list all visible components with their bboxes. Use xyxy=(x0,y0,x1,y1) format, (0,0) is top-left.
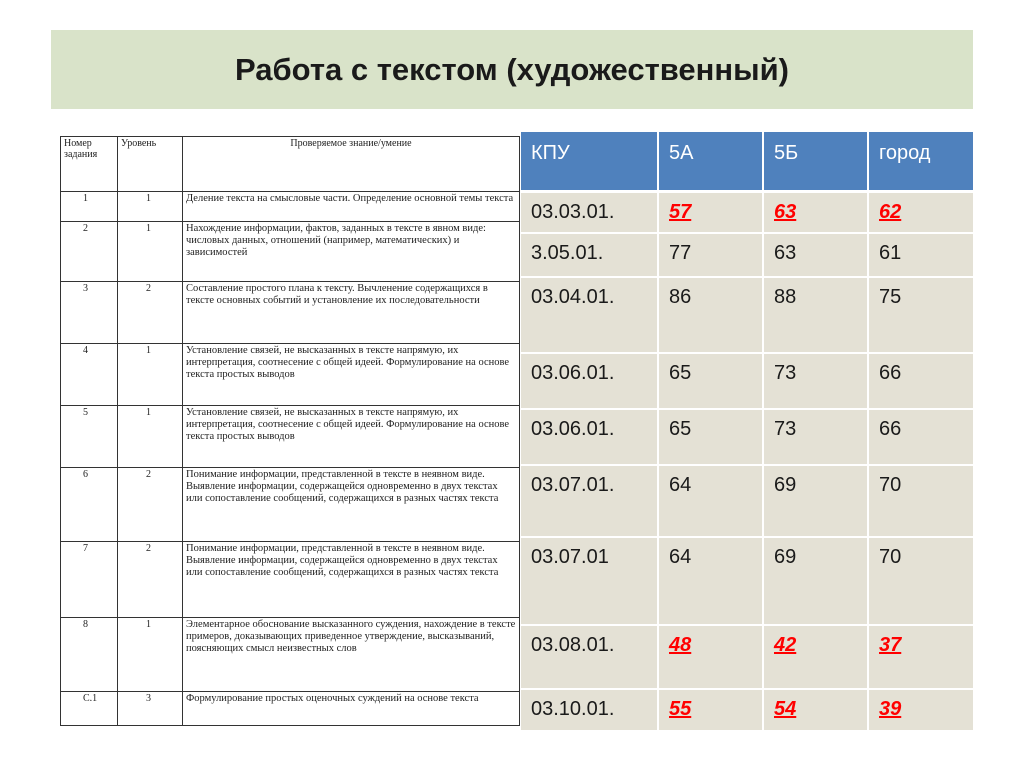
skills-table xyxy=(60,136,520,726)
class-5b-cell: 69 xyxy=(764,466,869,538)
task-number: 8 xyxy=(61,618,118,692)
kpu-cell: 03.03.01. xyxy=(521,193,659,234)
task-number: 7 xyxy=(61,542,118,618)
class-5b-cell: 73 xyxy=(764,354,869,410)
class-5a-cell: 65 xyxy=(659,354,764,410)
table-row xyxy=(61,618,520,692)
city-cell: 66 xyxy=(869,410,973,466)
table-row xyxy=(521,410,973,466)
class-5b-cell: 69 xyxy=(764,538,869,626)
kpu-cell: 03.08.01. xyxy=(521,626,659,690)
table-row xyxy=(521,466,973,538)
class-5a-cell: 64 xyxy=(659,538,764,626)
task-level: 2 xyxy=(118,542,183,618)
task-skill: Установление связей, не высказанных в тексте напрямую, их интерпретация, соотнесение с общей идеей. Формулирование на основе текста простых выводов xyxy=(183,406,520,468)
task-skill: Деление текста на смысловые части. Определение основной темы текста xyxy=(183,192,520,222)
city-cell: 39 xyxy=(869,690,973,732)
city-cell: 61 xyxy=(869,234,973,278)
header-kpu: КПУ xyxy=(521,132,659,193)
table-row xyxy=(61,282,520,344)
task-number: С.1 xyxy=(61,692,118,726)
class-5b-cell: 63 xyxy=(764,234,869,278)
task-skill: Установление связей, не высказанных в тексте напрямую, их интерпретация, соотнесение с общей идеей. Формулирование на основе текста простых выводов xyxy=(183,344,520,406)
table-row xyxy=(521,278,973,354)
table-row xyxy=(61,192,520,222)
task-skill: Понимание информации, представленной в тексте в неявном виде. Выявление информации, содержащейся одновременно в двух текстах или сопоставление сообщений, содержащихся в разных частях текста xyxy=(183,468,520,542)
header-5b: 5Б xyxy=(764,132,869,193)
kpu-cell: 03.07.01 xyxy=(521,538,659,626)
header-5a: 5А xyxy=(659,132,764,193)
task-level: 2 xyxy=(118,282,183,344)
header-task-number: Номер задания xyxy=(61,137,118,192)
table-row xyxy=(521,626,973,690)
city-cell: 75 xyxy=(869,278,973,354)
task-skill: Нахождение информации, фактов, заданных в тексте в явном виде: числовых данных, отношений (например, математических) и зависимостей xyxy=(183,222,520,282)
class-5b-cell: 88 xyxy=(764,278,869,354)
table-row xyxy=(61,468,520,542)
task-number: 6 xyxy=(61,468,118,542)
table-row xyxy=(61,344,520,406)
table-row xyxy=(61,692,520,726)
header-city: город xyxy=(869,132,973,193)
class-5a-cell: 77 xyxy=(659,234,764,278)
city-cell: 70 xyxy=(869,466,973,538)
page-title: Работа с текстом (художественный) xyxy=(235,51,789,87)
kpu-cell: 03.10.01. xyxy=(521,690,659,732)
task-skill: Составление простого плана к тексту. Вычленение содержащихся в тексте основных событий и установление их последовательности xyxy=(183,282,520,344)
table-row xyxy=(521,193,973,234)
task-skill: Понимание информации, представленной в тексте в неявном виде. Выявление информации, содержащейся одновременно в двух текстах или сопоставление сообщений, содержащихся в разных частях текста xyxy=(183,542,520,618)
table-row xyxy=(521,690,973,732)
table-row xyxy=(521,234,973,278)
city-cell: 62 xyxy=(869,193,973,234)
class-5a-cell: 55 xyxy=(659,690,764,732)
task-number: 2 xyxy=(61,222,118,282)
class-5a-cell: 48 xyxy=(659,626,764,690)
skills-table-header xyxy=(61,137,520,192)
kpu-cell: 03.07.01. xyxy=(521,466,659,538)
header-level: Уровень xyxy=(118,137,183,192)
class-5a-cell: 86 xyxy=(659,278,764,354)
kpu-cell: 03.06.01. xyxy=(521,354,659,410)
task-level: 1 xyxy=(118,406,183,468)
task-number: 3 xyxy=(61,282,118,344)
task-number: 4 xyxy=(61,344,118,406)
class-5b-cell: 73 xyxy=(764,410,869,466)
title-bar xyxy=(51,30,973,109)
task-skill: Элементарное обоснование высказанного суждения, нахождение в тексте примеров, доказывающих приведенное утверждение, высказываний, поясняющих смысл неизвестных слов xyxy=(183,618,520,692)
class-5a-cell: 64 xyxy=(659,466,764,538)
class-5a-cell: 65 xyxy=(659,410,764,466)
city-cell: 70 xyxy=(869,538,973,626)
table-row xyxy=(521,354,973,410)
task-number: 5 xyxy=(61,406,118,468)
task-level: 1 xyxy=(118,344,183,406)
table-row xyxy=(61,406,520,468)
task-level: 2 xyxy=(118,468,183,542)
kpu-cell: 03.04.01. xyxy=(521,278,659,354)
kpu-cell: 3.05.01. xyxy=(521,234,659,278)
class-5a-cell: 57 xyxy=(659,193,764,234)
task-skill: Формулирование простых оценочных суждений на основе текста xyxy=(183,692,520,726)
task-level: 3 xyxy=(118,692,183,726)
table-row xyxy=(61,222,520,282)
class-5b-cell: 42 xyxy=(764,626,869,690)
task-number: 1 xyxy=(61,192,118,222)
results-table xyxy=(521,132,973,732)
city-cell: 66 xyxy=(869,354,973,410)
table-row xyxy=(61,542,520,618)
results-table-header xyxy=(521,132,973,193)
task-level: 1 xyxy=(118,618,183,692)
city-cell: 37 xyxy=(869,626,973,690)
class-5b-cell: 63 xyxy=(764,193,869,234)
task-level: 1 xyxy=(118,192,183,222)
table-row xyxy=(521,538,973,626)
class-5b-cell: 54 xyxy=(764,690,869,732)
task-level: 1 xyxy=(118,222,183,282)
header-skill: Проверяемое знание/умение xyxy=(183,137,520,192)
kpu-cell: 03.06.01. xyxy=(521,410,659,466)
